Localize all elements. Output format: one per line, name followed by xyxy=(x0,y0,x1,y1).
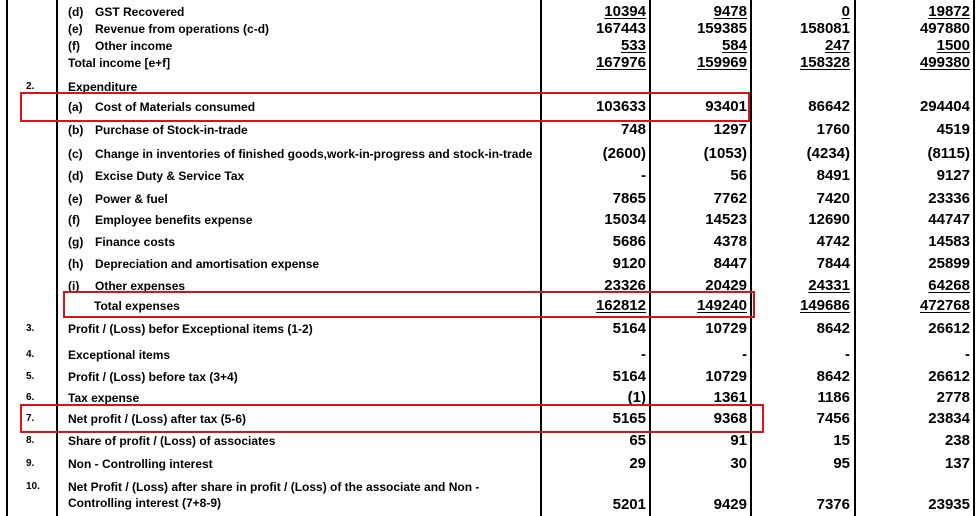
row-sub-label: (f) xyxy=(68,213,80,227)
value-cell-3: 12690 xyxy=(808,211,850,228)
value-cell-1: 10394 xyxy=(604,3,646,20)
value-cell-2: 20429 xyxy=(705,277,747,294)
value-cell-4: 26612 xyxy=(928,320,970,337)
row-number: 3. xyxy=(26,323,35,334)
value-cell-2: 91 xyxy=(730,432,747,449)
value-cell-2: 584 xyxy=(721,37,747,54)
value-cell-1: 748 xyxy=(620,121,646,138)
highlight-total-expenses xyxy=(63,291,755,318)
value-cell-4: 14583 xyxy=(928,233,970,250)
row-label xyxy=(68,55,170,71)
value-cell-4: (8115) xyxy=(927,145,970,162)
value-cell-3: 1186 xyxy=(817,389,850,406)
value-cell-1: 5686 xyxy=(612,233,646,250)
value-cell-2: 149240 xyxy=(696,297,747,314)
value-cell-4: 2778 xyxy=(936,389,970,406)
value-cell-3: 247 xyxy=(824,37,850,54)
value-cell-1: 65 xyxy=(629,432,646,449)
row-label-text: Employee benefits expense xyxy=(95,213,253,227)
value-cell-2: 1361 xyxy=(713,389,747,406)
value-cell-4: 19872 xyxy=(928,3,970,20)
value-cell-4: 4519 xyxy=(936,121,970,138)
value-cell-4: 1500 xyxy=(936,37,970,54)
row-label-text: Other income xyxy=(95,39,173,53)
value-cell-4: 9127 xyxy=(936,167,970,184)
value-cell-1: 162812 xyxy=(595,297,646,314)
value-cell-1: 7865 xyxy=(612,190,646,207)
value-cell-2: 4378 xyxy=(713,233,747,250)
row-label-text: Expenditure xyxy=(68,80,138,94)
value-cell-3: - xyxy=(845,346,850,363)
row-sub-label: (h) xyxy=(68,257,84,271)
value-cell-4: 23834 xyxy=(928,410,970,427)
row-label-text: Other expenses xyxy=(95,279,186,293)
value-cell-1: 167443 xyxy=(595,20,646,37)
row-label-text: Share of profit / (Loss) of associates xyxy=(68,434,276,448)
value-cell-1: 23326 xyxy=(604,277,646,294)
value-cell-2: 9478 xyxy=(713,3,747,20)
value-cell-1: (2600) xyxy=(602,145,646,162)
value-cell-4: 497880 xyxy=(919,20,970,37)
value-cell-4: 44747 xyxy=(928,211,970,228)
row-label-text: Profit / (Loss) befor Exceptional items (1-2) xyxy=(68,322,313,336)
value-cell-4: - xyxy=(965,346,970,363)
value-cell-3: 1760 xyxy=(816,121,850,138)
value-cell-2: 14523 xyxy=(705,211,747,228)
row-label-text-line2: Controlling interest (7+8-9) xyxy=(68,496,222,510)
value-cell-3: 4742 xyxy=(816,233,850,250)
value-cell-4: 25899 xyxy=(928,255,970,272)
value-cell-2: 10729 xyxy=(705,320,747,337)
value-cell-4: 26612 xyxy=(928,368,970,385)
value-cell-3: 8491 xyxy=(816,167,850,184)
row-label-text: Total expenses xyxy=(94,299,180,313)
row-sub-label: (b) xyxy=(68,123,84,137)
row-sub-label: (i) xyxy=(68,279,80,293)
value-cell-3: 158328 xyxy=(799,54,850,71)
row-sub-label: (e) xyxy=(68,22,83,36)
row-sub-label: (e) xyxy=(68,192,83,206)
value-cell-3: 7376 xyxy=(816,496,850,513)
row-label xyxy=(68,256,319,272)
value-cell-2: 56 xyxy=(730,167,747,184)
row-label-text: Cost of Materials consumed xyxy=(95,100,256,114)
row-label xyxy=(68,4,184,20)
value-cell-1: 103633 xyxy=(595,98,646,115)
row-label xyxy=(68,146,532,162)
value-cell-2: - xyxy=(742,346,747,363)
row-label xyxy=(68,122,248,138)
value-cell-1: - xyxy=(641,167,646,184)
value-cell-2: 93401 xyxy=(705,98,747,115)
row-label-text: Finance costs xyxy=(95,235,176,249)
row-label-text: Non - Controlling interest xyxy=(68,457,213,471)
value-cell-4: 64268 xyxy=(928,277,970,294)
row-label-text: Net profit / (Loss) after tax (5-6) xyxy=(68,412,247,426)
value-cell-3: (4234) xyxy=(806,145,850,162)
value-cell-4: 23336 xyxy=(928,190,970,207)
row-label xyxy=(68,321,313,337)
rule-left xyxy=(6,0,8,516)
value-cell-2: 159969 xyxy=(696,54,747,71)
value-cell-2: (1053) xyxy=(703,145,747,162)
rule-label xyxy=(56,0,58,516)
row-number: 4. xyxy=(26,349,35,360)
row-number: 10. xyxy=(26,481,40,492)
value-cell-3: 15 xyxy=(833,432,850,449)
row-label-text: Exceptional items xyxy=(68,348,171,362)
row-label xyxy=(68,479,479,511)
value-cell-3: 86642 xyxy=(808,98,850,115)
value-cell-1: 5164 xyxy=(612,320,646,337)
row-label-text: Tax expense xyxy=(68,391,140,405)
row-label-text: Excise Duty & Service Tax xyxy=(95,169,245,183)
row-label xyxy=(68,191,168,207)
row-label xyxy=(68,38,172,54)
value-cell-1: 167976 xyxy=(595,54,646,71)
row-label-text: Purchase of Stock-in-trade xyxy=(95,123,248,137)
value-cell-3: 95 xyxy=(833,455,850,472)
value-cell-2: 7762 xyxy=(713,190,747,207)
value-cell-3: 7844 xyxy=(816,255,850,272)
row-sub-label: (f) xyxy=(68,39,80,53)
row-label-text: Total income [e+f] xyxy=(68,56,171,70)
value-cell-1: 5164 xyxy=(612,368,646,385)
value-cell-1: 533 xyxy=(620,37,646,54)
rule-right xyxy=(973,0,975,516)
row-number: 7. xyxy=(26,413,35,424)
value-cell-3: 8642 xyxy=(816,320,850,337)
row-label-text: Change in inventories of finished goods,work-in-progress and stock-in-trade xyxy=(95,147,533,161)
row-label xyxy=(68,212,252,228)
row-sub-label: (d) xyxy=(68,169,84,183)
value-cell-2: 10729 xyxy=(705,368,747,385)
row-label xyxy=(68,456,213,472)
row-sub-label: (a) xyxy=(68,100,83,114)
value-cell-4: 137 xyxy=(944,455,970,472)
rule-c4 xyxy=(854,0,856,516)
row-number: 6. xyxy=(26,392,35,403)
value-cell-2: 159385 xyxy=(696,20,747,37)
value-cell-3: 7456 xyxy=(816,410,850,427)
row-number: 2. xyxy=(26,81,35,92)
row-label-text: Profit / (Loss) before tax (3+4) xyxy=(68,370,238,384)
row-sub-label: (c) xyxy=(68,147,83,161)
value-cell-4: 472768 xyxy=(919,297,970,314)
value-cell-3: 7420 xyxy=(816,190,850,207)
value-cell-1: (1) xyxy=(627,389,646,406)
value-cell-2: 8447 xyxy=(713,255,747,272)
row-label-text: Net Profit / (Loss) after share in profit / (Loss) of the associate and Non - xyxy=(68,480,480,494)
row-label xyxy=(68,433,275,449)
row-label xyxy=(68,21,269,37)
value-cell-1: 5165 xyxy=(612,410,646,427)
row-label-text: Power & fuel xyxy=(95,192,168,206)
value-cell-3: 0 xyxy=(841,3,850,20)
value-cell-4: 238 xyxy=(944,432,970,449)
value-cell-3: 149686 xyxy=(799,297,850,314)
row-number: 8. xyxy=(26,435,35,446)
value-cell-3: 24331 xyxy=(808,277,850,294)
row-label-text: Revenue from operations (c-d) xyxy=(95,22,270,36)
value-cell-1: 29 xyxy=(629,455,646,472)
row-number: 9. xyxy=(26,458,35,469)
value-cell-3: 8642 xyxy=(816,368,850,385)
value-cell-2: 9429 xyxy=(713,496,747,513)
row-label-text: Depreciation and amortisation expense xyxy=(95,257,320,271)
row-sub-label: (d) xyxy=(68,5,84,19)
value-cell-1: 5201 xyxy=(612,496,646,513)
value-cell-1: 9120 xyxy=(612,255,646,272)
row-number: 5. xyxy=(26,371,35,382)
value-cell-1: 15034 xyxy=(604,211,646,228)
row-label-text: GST Recovered xyxy=(95,5,185,19)
row-label xyxy=(68,369,238,385)
row-label xyxy=(68,347,170,363)
highlight-cost-of-materials xyxy=(20,92,750,122)
value-cell-4: 294404 xyxy=(919,98,970,115)
highlight-net-profit xyxy=(20,404,764,433)
value-cell-2: 9368 xyxy=(713,410,747,427)
value-cell-2: 1297 xyxy=(713,121,747,138)
value-cell-1: - xyxy=(641,346,646,363)
value-cell-4: 23935 xyxy=(928,496,970,513)
value-cell-2: 30 xyxy=(730,455,747,472)
row-label xyxy=(68,168,244,184)
value-cell-4: 499380 xyxy=(919,54,970,71)
row-sub-label: (g) xyxy=(68,235,84,249)
row-label xyxy=(68,234,175,250)
value-cell-3: 158081 xyxy=(799,20,850,37)
